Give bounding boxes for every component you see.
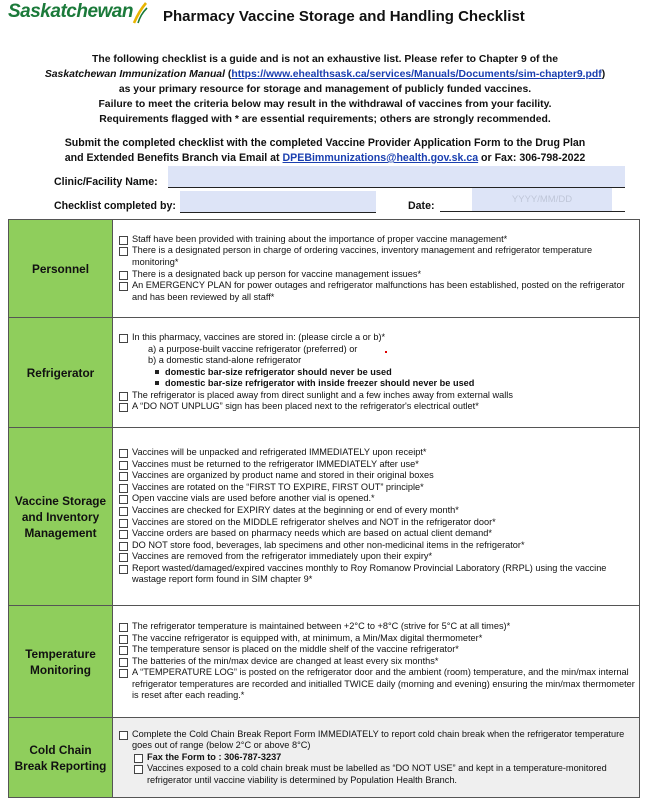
- date-label: Date:: [408, 200, 435, 212]
- checkbox[interactable]: [119, 542, 128, 551]
- checkbox[interactable]: [119, 658, 128, 667]
- storage-row: [9, 428, 640, 606]
- checklist-item: Vaccines are removed from the refrigerator immediately upon their expiry*: [119, 551, 635, 563]
- checkbox[interactable]: [119, 635, 128, 644]
- checklist-item: Staff have been provided with training about the importance of proper vaccine management*: [119, 234, 635, 246]
- checklist-item: DO NOT store food, beverages, lab specimens and other non-medicinal items in the refrigerator*: [119, 540, 635, 552]
- checkbox[interactable]: [119, 282, 128, 291]
- checkbox[interactable]: [119, 449, 128, 458]
- coldchain-row: [9, 718, 640, 798]
- checkbox[interactable]: [119, 507, 128, 516]
- checklist-item: In this pharmacy, vaccines are stored in: (please circle a or b)*: [119, 332, 635, 344]
- completed-by-label: Checklist completed by:: [54, 200, 176, 212]
- checklist-item: Vaccines are rotated on the “FIRST TO EXPIRE, FIRST OUT” principle*: [119, 482, 635, 494]
- refrigerator-items: [113, 318, 640, 428]
- intro-text: The following checklist is a guide and is not an exhaustive list. Please refer to Chapter 9 of the Saskatchewan Immunization Manual (https://www.ehealthsask.ca/services/Manuals/Documents/sim-chapter9.pdf) as your primary resource for storage and management of publicly funded vaccines. Failure to meet the criteria below may result in the withdrawal of vaccines from your facility. Requirements flagged with * are essential requirements; others are strongly recommended.: [44, 54, 606, 125]
- clinic-name-field[interactable]: [168, 166, 625, 188]
- checklist-item: Vaccines exposed to a cold chain break must be labelled as “DO NOT USE” and kept in a temperature-monitored refrigerator until vaccine viability is determined by Population Health Branch.: [119, 763, 635, 786]
- checklist-item: The refrigerator is placed away from direct sunlight and a few inches away from external walls: [119, 390, 635, 402]
- option-a[interactable]: a) a purpose-built vaccine refrigerator (preferred) or: [148, 343, 358, 354]
- wheat-logo-icon: [131, 2, 149, 24]
- checklist-table: [8, 219, 640, 798]
- checklist-item: The batteries of the min/max device are changed at least every six months*: [119, 656, 635, 668]
- checkbox[interactable]: [119, 623, 128, 632]
- option-b[interactable]: b) a domestic stand-alone refrigerator: [148, 355, 302, 366]
- checkbox[interactable]: [119, 495, 128, 504]
- completed-by-field[interactable]: [180, 191, 376, 213]
- checklist-item: A “DO NOT UNPLUG” sign has been placed next to the refrigerator's electrical outlet*: [119, 401, 635, 413]
- checkbox[interactable]: [119, 553, 128, 562]
- checkbox[interactable]: [119, 247, 128, 256]
- checkbox[interactable]: [134, 765, 143, 774]
- stray-mark: [385, 351, 387, 353]
- checklist-item: The vaccine refrigerator is equipped with, at minimum, a Min/Max digital thermometer*: [119, 633, 635, 645]
- checklist-item: Complete the Cold Chain Break Report Form IMMEDIATELY to report cold chain break when the refrigerator temperature goes out of range (below 2°C or above 8°C): [119, 729, 635, 752]
- checkbox[interactable]: [119, 392, 128, 401]
- checklist-item: A “TEMPERATURE LOG” is posted on the refrigerator door and the ambient (room) temperature, and the min/max internal refrigerator temperatures are recorded and initialled TWICE daily (morning and evening) ensuring the min/max thermometer is reset after each reading.*: [119, 667, 635, 702]
- checklist-item: Report wasted/damaged/expired vaccines monthly to Roy Romanow Provincial Laboratory (RRPL) using the vaccine wastage report form found in SIM chapter 9*: [119, 563, 635, 586]
- manual-title: Saskatchewan Immunization Manual: [44, 69, 225, 80]
- email-link[interactable]: DPEBimmunizations@health.gov.sk.ca: [282, 152, 479, 164]
- checkbox[interactable]: [119, 461, 128, 470]
- checkbox[interactable]: [119, 731, 128, 740]
- checklist-item: There is a designated person in charge of ordering vaccines, inventory management and refrigerator temperature monitoring*: [119, 245, 635, 268]
- checklist-item: Vaccine orders are based on pharmacy needs which are based on actual client demand*: [119, 528, 635, 540]
- temperature-items: [113, 606, 640, 718]
- page-header: [0, 0, 647, 40]
- checkbox[interactable]: [119, 646, 128, 655]
- storage-items: [113, 428, 640, 606]
- section-temperature: Temperature Monitoring: [9, 606, 113, 718]
- manual-link[interactable]: https://www.ehealthsask.ca/services/Manuals/Documents/sim-chapter9.pdf: [231, 69, 602, 80]
- checkbox[interactable]: [119, 565, 128, 574]
- checklist-item: Vaccines will be unpacked and refrigerated IMMEDIATELY upon receipt*: [119, 447, 635, 459]
- date-underline: [440, 211, 625, 212]
- checkbox[interactable]: [119, 484, 128, 493]
- personnel-row: [9, 220, 640, 318]
- checkbox[interactable]: [119, 519, 128, 528]
- section-coldchain: Cold Chain Break Reporting: [9, 718, 113, 798]
- section-refrigerator: Refrigerator: [9, 318, 113, 428]
- checkbox[interactable]: [119, 403, 128, 412]
- checklist-item: Fax the Form to : 306-787-3237: [119, 752, 635, 764]
- coldchain-items: [113, 718, 640, 798]
- checklist-item: Vaccines are stored on the MIDDLE refrigerator shelves and NOT in the refrigerator door*: [119, 517, 635, 529]
- checkbox[interactable]: [119, 334, 128, 343]
- section-storage: Vaccine Storage and Inventory Management: [9, 428, 113, 606]
- checklist-item: Vaccines are checked for EXPIRY dates at the beginning or end of every month*: [119, 505, 635, 517]
- checkbox[interactable]: [119, 530, 128, 539]
- checklist-item: An EMERGENCY PLAN for power outages and refrigerator malfunctions has been established, posted on the refrigerator and has been reviewed by all staff*: [119, 280, 635, 303]
- checkbox[interactable]: [134, 754, 143, 763]
- bullet-note: domestic bar-size refrigerator with inside freezer should never be used: [119, 378, 635, 390]
- section-personnel: Personnel: [9, 220, 113, 318]
- personnel-items: [113, 220, 640, 318]
- checkbox[interactable]: [119, 669, 128, 678]
- page-title: Pharmacy Vaccine Storage and Handling Checklist: [163, 8, 525, 25]
- bullet-note: domestic bar-size refrigerator should never be used: [119, 367, 635, 379]
- submit-instructions: Submit the completed checklist with the completed Vaccine Provider Application Form to the Drug Plan and Extended Benefits Branch via Email at DPEBimmunizations@health.gov.sk.ca or Fax: 306-798-2022: [64, 137, 586, 164]
- clinic-name-label: Clinic/Facility Name:: [54, 176, 158, 188]
- refrigerator-row: [9, 318, 640, 428]
- date-field[interactable]: YYYY/MM/DD: [472, 188, 612, 212]
- checklist-item: There is a designated back up person for vaccine management issues*: [119, 269, 635, 281]
- checklist-item: Vaccines must be returned to the refrigerator IMMEDIATELY after use*: [119, 459, 635, 471]
- checkbox[interactable]: [119, 472, 128, 481]
- temperature-row: [9, 606, 640, 718]
- checklist-item: The temperature sensor is placed on the middle shelf of the vaccine refrigerator*: [119, 644, 635, 656]
- checklist-item: Vaccines are organized by product name and stored in their original boxes: [119, 470, 635, 482]
- checklist-item: Open vaccine vials are used before another vial is opened.*: [119, 493, 635, 505]
- checklist-item: The refrigerator temperature is maintained between +2°C to +8°C (strive for 5°C at all times)*: [119, 621, 635, 633]
- checkbox[interactable]: [119, 236, 128, 245]
- checkbox[interactable]: [119, 271, 128, 280]
- saskatchewan-logo: Saskatchewan: [8, 1, 133, 22]
